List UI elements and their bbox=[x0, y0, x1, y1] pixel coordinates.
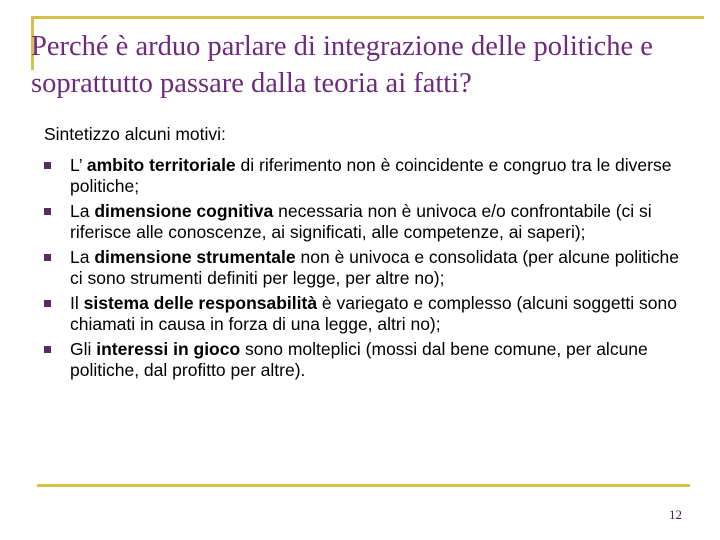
intro-text: Sintetizzo alcuni motivi: bbox=[44, 124, 226, 144]
bullet-text-bold: sistema delle responsabilità bbox=[83, 293, 318, 313]
bullet-item bbox=[44, 201, 684, 243]
page-number: 12 bbox=[669, 507, 682, 522]
footer-line bbox=[37, 484, 690, 487]
square-bullet-icon bbox=[44, 208, 51, 215]
bullet-text-pre: L’ bbox=[70, 155, 87, 175]
square-bullet-icon bbox=[44, 162, 51, 169]
bullet-list bbox=[44, 155, 684, 385]
bullet-item bbox=[44, 293, 684, 335]
bullet-text-post: è variegato e complesso (alcuni soggetti sono chiamati in causa in forza di una legge, altri no); bbox=[70, 293, 677, 334]
square-bullet-icon bbox=[44, 346, 51, 353]
bullet-text-pre: La bbox=[70, 201, 95, 221]
bullet-text-bold: interessi in gioco bbox=[96, 339, 241, 359]
bullet-text-post: di riferimento non è coincidente e congruo tra le diverse politiche; bbox=[70, 155, 672, 196]
bullet-item bbox=[44, 155, 684, 197]
bullet-text-post: non è univoca e consolidata (per alcune politiche ci sono strumenti definiti per legge, per altre no); bbox=[70, 247, 679, 288]
bullet-text-pre: La bbox=[70, 247, 95, 267]
square-bullet-icon bbox=[44, 254, 51, 261]
bullet-text-post: necessaria non è univoca e/o confrontabile (ci si riferisce alle conoscenze, ai significati, alle competenze, ai saperi); bbox=[70, 201, 652, 242]
bullet-item bbox=[44, 339, 684, 381]
bullet-item bbox=[44, 247, 684, 289]
bullet-text-pre: Gli bbox=[70, 339, 97, 359]
bullet-text-bold: dimensione cognitiva bbox=[94, 201, 274, 221]
bullet-text-bold: ambito territoriale bbox=[86, 155, 236, 175]
bullet-text-bold: dimensione strumentale bbox=[94, 247, 296, 267]
frame-top-line bbox=[31, 16, 704, 19]
bullet-text-pre: Il bbox=[70, 293, 84, 313]
square-bullet-icon bbox=[44, 300, 51, 307]
bullet-text-post: sono molteplici (mossi dal bene comune, per alcune politiche, dal profitto per altre). bbox=[70, 339, 648, 380]
slide-title: Perché è arduo parlare di integrazione delle politiche e soprattutto passare dalla teoria ai fatti? bbox=[31, 31, 653, 99]
